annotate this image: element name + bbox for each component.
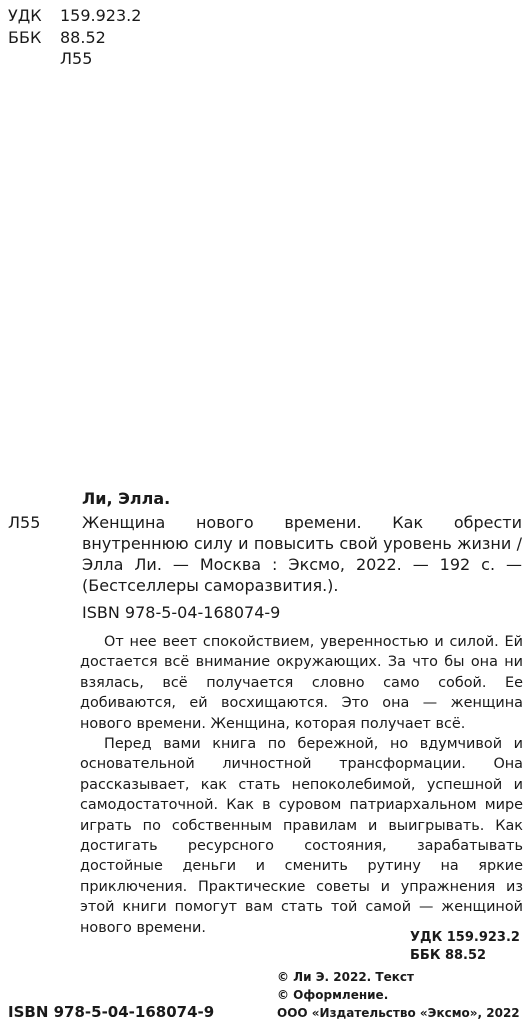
udk-value: 159.923.2 [60, 6, 142, 25]
footer-udk: УДК 159.923.2 [410, 930, 520, 945]
udk-label: УДК [8, 6, 42, 25]
bibliographic-description: Женщина нового времени. Как обрести внутреннюю силу и повысить свой уровень жизни / Элла Ли. — Москва : Эксмо, 2022. — 192 с. — (Бестселлеры саморазвития.). [82, 513, 522, 595]
isbn-record: ISBN 978-5-04-168074-9 [82, 603, 281, 622]
copyright-design: © Оформление. [277, 988, 389, 1002]
bbk-label: ББК [8, 28, 42, 47]
footer-classification [410, 929, 522, 965]
copyright-publisher: ООО «Издательство «Эксмо», 2022 [277, 1006, 520, 1020]
footer-isbn: ISBN 978-5-04-168074-9 [8, 1003, 215, 1021]
author-code: Л55 [60, 49, 93, 68]
annotation-paragraph-1: От нее веет спокойствием, уверенностью и силой. Ей достается всё внимание окружающих. За что бы она ни взялась, всё получается словно само собой. Ее добиваются, ей восхищаются. Это она — женщина нового времени. Женщина, которая получает всё. [80, 634, 523, 732]
copyright-text: © Ли Э. 2022. Текст [277, 970, 414, 984]
copyright-block [277, 968, 525, 1022]
annotation-paragraph-2: Перед вами книга по бережной, но вдумчивой и основательной личностной трансформации. Она рассказывает, как стать непоколебимой, успешной и самодостаточной. Как в суровом патриархальном мире играть по собственным правилам и выигрывать. Как достигать ресурсного состояния, зарабатывать достойные деньги и сменить рутину на яркие приключения. Практические советы и упражнения из этой книги помогут вам стать той самой — женщиной нового времени. [80, 736, 523, 936]
author-name: Ли, Элла. [82, 489, 171, 508]
footer-bbk: ББК 88.52 [410, 948, 487, 963]
bbk-value: 88.52 [60, 28, 106, 47]
annotation [80, 632, 523, 938]
author-sign-code: Л55 [8, 513, 41, 532]
